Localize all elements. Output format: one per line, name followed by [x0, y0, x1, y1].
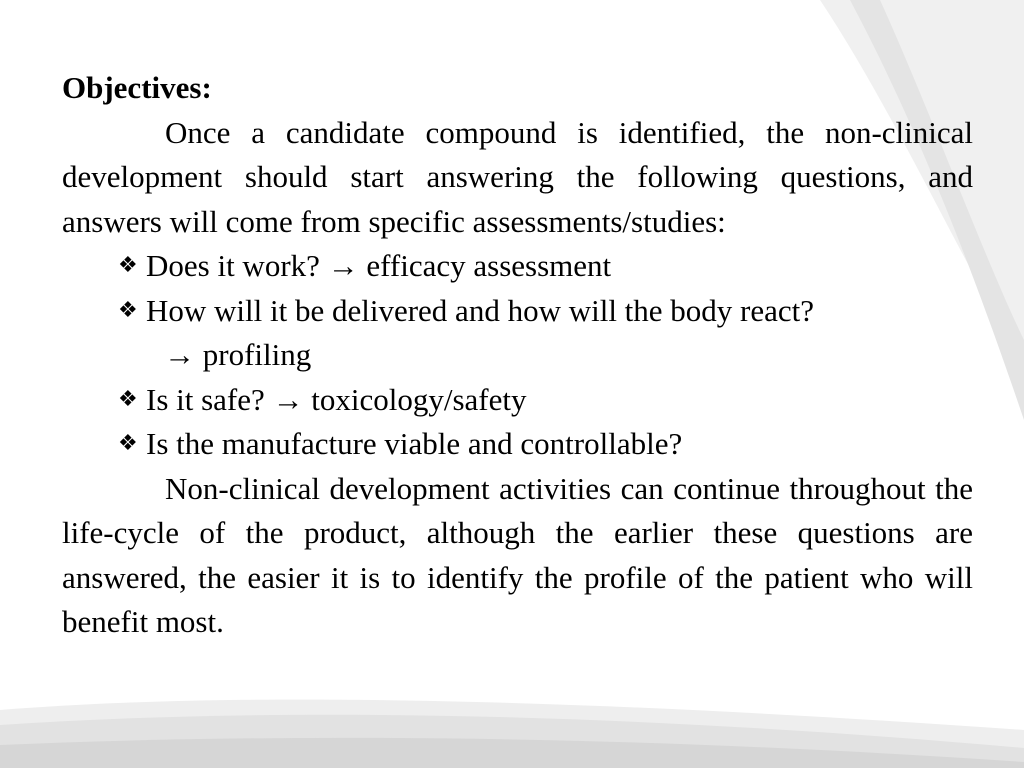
diamond-star-icon: ❖: [118, 253, 138, 278]
closing-paragraph: Non-clinical development activities can continue throughout the life-cycle of the product, although the earlier these questions are answered, the easier it is to identify the profile of the patient who will benefit most.: [62, 470, 973, 639]
question-text: Is the manufacture viable and controllable?: [146, 426, 683, 461]
intro-paragraph: Once a candidate compound is identified, the non-clinical development should start answering the following questions, and answers will come from specific assessments/studies:: [62, 114, 973, 239]
slide-heading: Objectives:: [62, 70, 212, 105]
question-text: How will it be delivered and how will the body react?: [146, 292, 815, 328]
slide-content: [62, 66, 973, 645]
question-item: [62, 289, 973, 378]
diamond-star-icon: ❖: [118, 431, 138, 456]
diamond-star-icon: ❖: [118, 297, 138, 323]
question-continuation: → profiling: [164, 337, 312, 372]
question-list: [62, 244, 973, 467]
diamond-star-icon: ❖: [118, 386, 138, 412]
question-item: [62, 378, 973, 423]
question-text: Is it safe? → toxicology/safety: [146, 381, 527, 417]
question-item: [62, 422, 973, 467]
question-item: [62, 244, 973, 289]
question-text: Does it work? → efficacy assessment: [146, 248, 612, 283]
